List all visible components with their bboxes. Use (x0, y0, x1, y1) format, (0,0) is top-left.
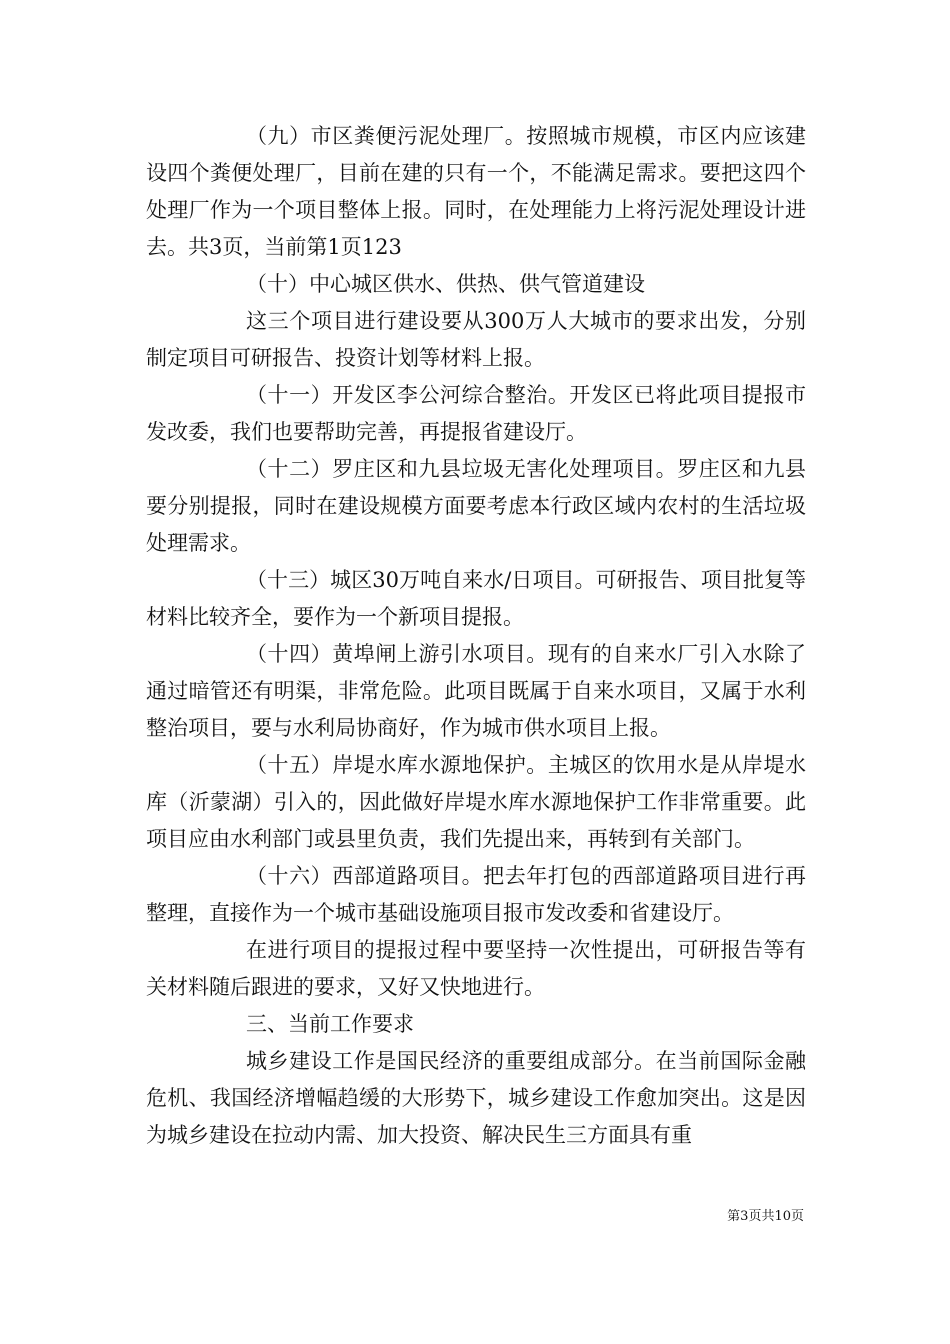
paragraph-11: （十一）开发区李公河综合整治。开发区已将此项目提报市发改委，我们也要帮助完善，再提报省建设厅。 (146, 383, 806, 444)
paragraph-10-body: 这三个项目进行建设要从300万人大城市的要求出发，分别制定项目可研报告、投资计划等材料上报。 (146, 309, 806, 370)
paragraph-9: （九）市区粪便污泥处理厂。按照城市规模，市区内应该建设四个粪便处理厂，目前在建的只有一个，不能满足需求。要把这四个处理厂作为一个项目整体上报。同时，在处理能力上将污泥处理设计进去。共3页，当前第1页123 (146, 124, 806, 259)
paragraph-14: （十四）黄埠闸上游引水项目。现有的自来水厂引入水除了通过暗管还有明渠，非常危险。此项目既属于自来水项目，又属于水利整治项目，要与水利局协商好，作为城市供水项目上报。 (146, 642, 806, 740)
paragraph-10-heading: （十）中心城区供水、供热、供气管道建设 (246, 272, 645, 296)
section-heading: 三、当前工作要求 (246, 1012, 414, 1036)
document-body (146, 118, 806, 1154)
paragraph-summary: 在进行项目的提报过程中要坚持一次性提出，可研报告等有关材料随后跟进的要求，又好又快地进行。 (146, 938, 806, 999)
paragraph-15: （十五）岸堤水库水源地保护。主城区的饮用水是从岸堤水库（沂蒙湖）引入的，因此做好岸堤水库水源地保护工作非常重要。此项目应由水利部门或县里负责，我们先提出来，再转到有关部门。 (146, 753, 806, 851)
paragraph-12: （十二）罗庄区和九县垃圾无害化处理项目。罗庄区和九县要分别提报，同时在建设规模方面要考虑本行政区域内农村的生活垃圾处理需求。 (146, 457, 806, 555)
paragraph-16: （十六）西部道路项目。把去年打包的西部道路项目进行再整理，直接作为一个城市基础设施项目报市发改委和省建设厅。 (146, 864, 806, 925)
paragraph-13: （十三）城区30万吨自来水/日项目。可研报告、项目批复等材料比较齐全，要作为一个新项目提报。 (146, 568, 806, 629)
page-number-footer: 第3页共10页 (727, 1209, 804, 1224)
paragraph-requirements: 城乡建设工作是国民经济的重要组成部分。在当前国际金融危机、我国经济增幅趋缓的大形势下，城乡建设工作愈加突出。这是因为城乡建设在拉动内需、加大投资、解决民生三方面具有重 (146, 1049, 806, 1147)
